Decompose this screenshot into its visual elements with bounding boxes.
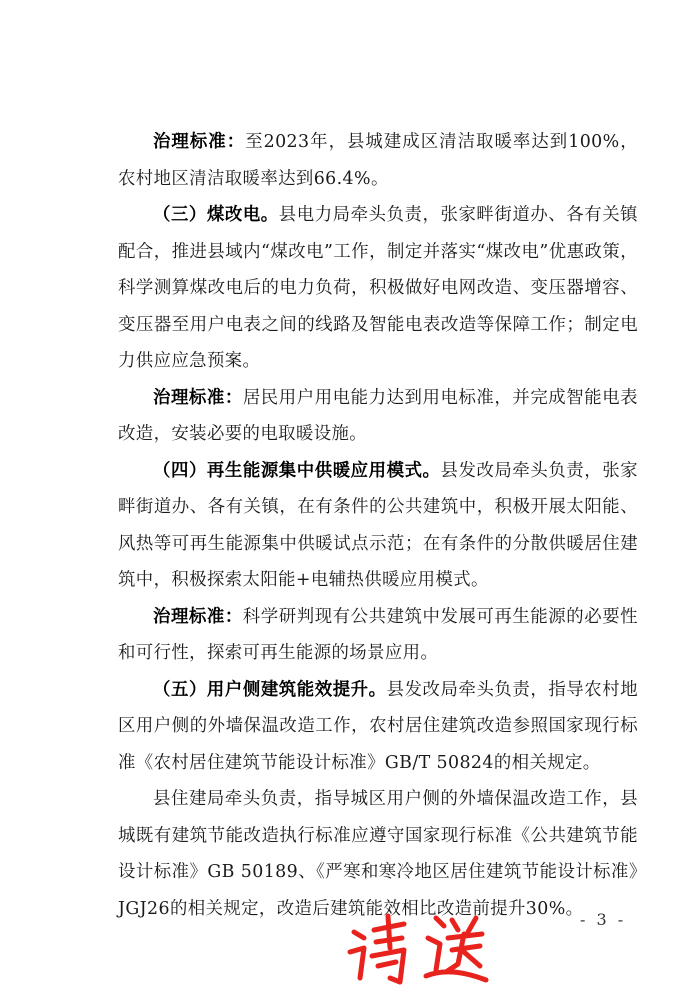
paragraph-urban-insulation: [118, 781, 638, 927]
paragraph-text: 县发改局牵头负责，指导农村地区用户侧的外墙保温改造工作，农村居住建筑改造参照国家现行标准《农村居住建筑节能设计标准》GB/T 50824的相关规定。: [118, 679, 638, 773]
paragraph-text: 居民用户用电能力达到用电标准，并完成智能电表改造，安装必要的电取暖设施。: [118, 387, 638, 444]
paragraph-renewable-standard: [118, 599, 638, 672]
paragraph-text: 县电力局牵头负责，张家畔街道办、各有关镇配合，推进县域内“煤改电”工作，制定并落实“煤改电”优惠政策，科学测算煤改电后的电力负荷，积极做好电网改造、变压器增容、变压器至用户电表之间的线路及智能电表改造等保障工作；制定电力供应应急预案。: [118, 205, 638, 371]
paragraph-lead: （五）用户侧建筑能效提升。: [153, 679, 387, 700]
paragraph-renewable-energy: [118, 453, 638, 599]
paragraph-electricity-standard: [118, 380, 638, 453]
paragraph-text: 科学研判现有公共建筑中发展可再生能源的必要性和可行性，探索可再生能源的场景应用。: [118, 606, 638, 663]
paragraph-lead: 治理标准：: [153, 606, 243, 627]
paragraph-lead: （三）煤改电。: [153, 205, 279, 225]
paragraph-lead: 治理标准：: [153, 132, 246, 152]
paragraph-text: 县住建局牵头负责，指导城区用户侧的外墙保温改造工作，县城既有建筑节能改造执行标准应遵守国家现行标准《公共建筑节能设计标准》GB 50189、《严寒和寒冷地区居住建筑节能设计标准》JGJ26的相关规定，改造后建筑能效相比改造前提升30%。: [118, 789, 638, 919]
handwritten-stamp-icon: [340, 908, 490, 988]
paragraph-lead: （四）再生能源集中供暖应用模式。: [153, 460, 441, 481]
paragraph-text: 至2023年，县城建成区清洁取暖率达到100%，农村地区清洁取暖率达到66.4%。: [118, 132, 638, 189]
paragraph-heating-standard: [118, 124, 638, 197]
page-number: - 3 -: [580, 910, 627, 929]
paragraph-text: 县发改局牵头负责，张家畔街道办、各有关镇，在有条件的公共建筑中，积极开展太阳能、风热等可再生能源集中供暖试点示范；在有条件的分散供暖居住建筑中，积极探索太阳能+电辅热供暖应用模式。: [118, 460, 638, 590]
document-body: [118, 124, 638, 927]
paragraph-lead: 治理标准：: [153, 387, 243, 408]
paragraph-coal-to-electricity: [118, 197, 638, 380]
paragraph-building-efficiency: [118, 672, 638, 782]
